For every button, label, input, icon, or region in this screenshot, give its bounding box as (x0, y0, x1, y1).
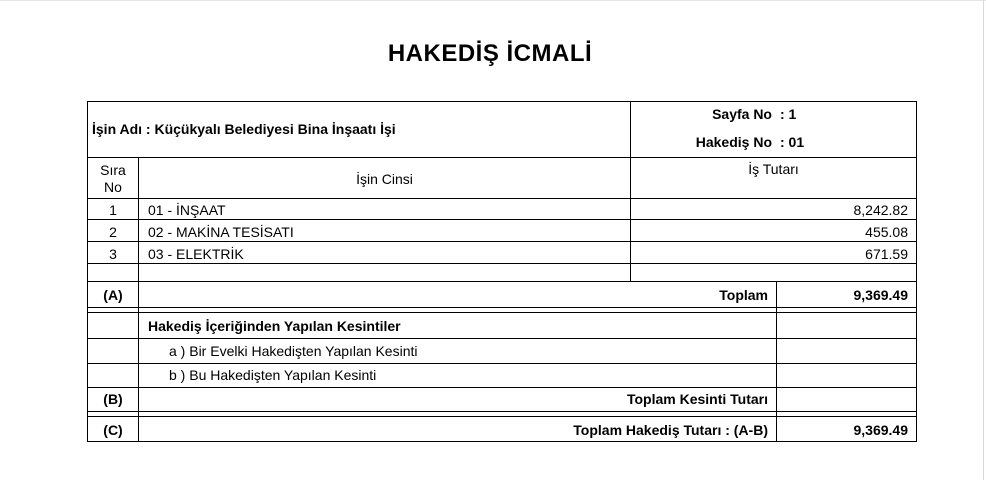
deduction-item: b ) Bu Hakedişten Yapılan Kesinti (169, 367, 377, 383)
table-rule (87, 241, 917, 242)
table-border-bottom (87, 441, 917, 442)
total-c-label: Toplam Hakediş Tutarı : (A-B) (573, 422, 768, 438)
column-header-is-tutari: İş Tutarı (748, 161, 799, 177)
row-number: 3 (109, 246, 117, 262)
hakedis-no-label: Hakediş No (695, 134, 772, 150)
column-header-no: No (104, 179, 122, 195)
row-name: 03 - ELEKTRİK (148, 246, 244, 262)
table-rule (87, 338, 917, 339)
hakedis-no-value: : 01 (780, 134, 805, 150)
table-rule (87, 198, 917, 199)
column-divider-total (776, 281, 777, 442)
table-rule (87, 219, 917, 220)
row-name: 01 - İNŞAAT (148, 202, 226, 218)
total-a-code: (A) (103, 287, 123, 303)
row-amount: 671.59 (865, 246, 908, 262)
column-header-isin-cinsi: İşin Cinsi (356, 171, 413, 187)
deductions-title: Hakediş İçeriğinden Yapılan Kesintiler (148, 318, 401, 334)
table-rule (87, 416, 917, 417)
row-number: 2 (109, 224, 117, 240)
table-rule (87, 157, 917, 158)
page-top-edge (0, 0, 986, 1)
job-name: İşin Adı : Küçükyalı Belediyesi Bina İnşaatı İşi (92, 121, 396, 137)
deduction-item: a ) Bir Evelki Hakedişten Yapılan Kesinti (169, 343, 418, 359)
table-rule (87, 363, 917, 364)
total-b-code: (B) (103, 391, 123, 407)
page-right-edge (983, 0, 984, 480)
column-header-sira: Sıra (100, 162, 126, 178)
row-number: 1 (109, 202, 117, 218)
row-amount: 455.08 (865, 224, 908, 240)
table-border-right (916, 101, 917, 442)
table-rule (87, 312, 917, 313)
row-name: 02 - MAKİNA TESİSATI (148, 224, 294, 240)
table-rule (87, 411, 917, 412)
table-border-top (87, 101, 917, 102)
total-c-code: (C) (103, 422, 123, 438)
page-no-label: Sayfa No (712, 106, 772, 122)
total-a-label: Toplam (719, 287, 768, 303)
page-no-value: : 1 (780, 106, 797, 122)
total-a-amount: 9,369.49 (853, 287, 908, 303)
table-rule (87, 263, 917, 264)
document-title: HAKEDİŞ İCMALİ (387, 40, 593, 67)
total-b-label: Toplam Kesinti Tutarı (626, 391, 768, 407)
table-rule (87, 387, 917, 388)
total-c-amount: 9,369.49 (853, 422, 908, 438)
table-rule (87, 307, 917, 308)
table-rule (87, 281, 917, 282)
row-amount: 8,242.82 (853, 202, 908, 218)
